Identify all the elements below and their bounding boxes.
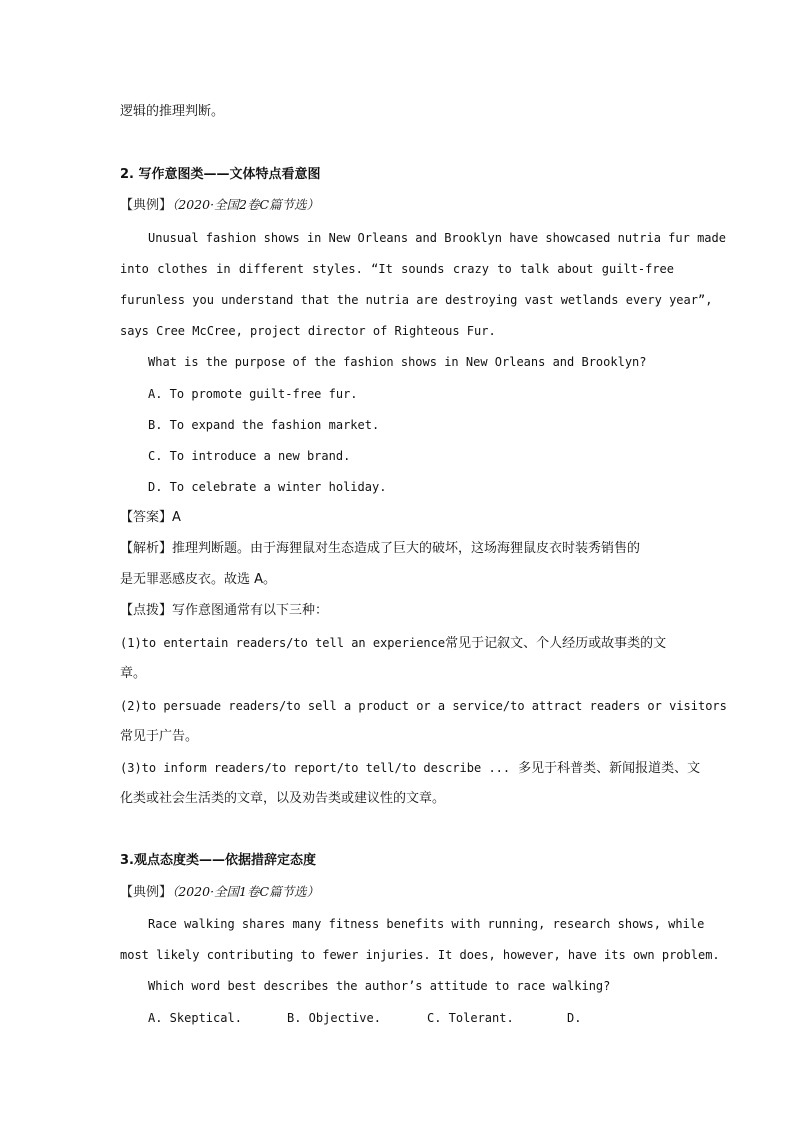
- tip-1: [120, 634, 666, 653]
- analysis-line: [120, 540, 640, 558]
- tip-2-chinese: 常见于广告。: [120, 729, 199, 744]
- passage-line: into clothes in different styles. “It sounds crazy to talk about guilt-free: [120, 262, 674, 276]
- example-source: （2020·全国2卷C篇节选）: [172, 197, 320, 212]
- option-a: A. Skeptical.: [148, 1011, 242, 1025]
- example-source: （2020·全国1卷C篇节选）: [172, 884, 320, 899]
- section-3-example-label: [120, 883, 319, 902]
- option-d: D.: [567, 1011, 582, 1025]
- tip-3-chinese: 多见于科普类、新闻报道类、文: [518, 761, 701, 776]
- tip-intro: 写作意图通常有以下三种：: [172, 603, 329, 618]
- tip-3: [120, 759, 700, 778]
- answer-tag: 【答案】: [120, 510, 173, 525]
- passage-line: Unusual fashion shows in New Orleans and Brooklyn have showcased nutria fur made: [148, 231, 726, 245]
- passage-line: furunless you understand that the nutria are destroying vast wetlands every year”,: [120, 293, 713, 307]
- option-d: D. To celebrate a winter holiday.: [148, 480, 387, 494]
- example-tag: 【典例】: [120, 885, 173, 900]
- question-text: Which word best describes the author’s attitude to race walking?: [148, 979, 611, 993]
- analysis-text: 推理判断题。由于海狸鼠对生态造成了巨大的破坏，这场海狸鼠皮衣时装秀销售的: [172, 541, 641, 556]
- tip-line: [120, 602, 328, 620]
- tip-1-cont: 章。: [120, 666, 147, 681]
- tip-1-english: (1)to entertain readers/to tell an experience: [120, 636, 446, 650]
- section-2-example-label: [120, 196, 319, 215]
- tip-tag: 【点拨】: [120, 603, 173, 618]
- passage-line: most likely contributing to fewer injuries. It does, however, have its own problem.: [120, 948, 720, 962]
- example-tag: 【典例】: [120, 198, 173, 213]
- answer-value: A: [172, 510, 181, 525]
- option-b: B. To expand the fashion market.: [148, 418, 380, 432]
- tip-2-english: (2)to persuade readers/to sell a product or a service/to attract readers or visitors: [120, 699, 727, 713]
- tip-3-cont: 化类或社会生活类的文章，以及劝告类或建议性的文章。: [120, 791, 446, 806]
- passage-line: says Cree McCree, project director of Righteous Fur.: [120, 324, 496, 338]
- tip-3-english: (3)to inform readers/to report/to tell/to describe ...: [120, 761, 511, 775]
- option-a: A. To promote guilt-free fur.: [148, 387, 358, 401]
- option-c: C. To introduce a new brand.: [148, 449, 351, 463]
- analysis-line-2: 是无罪恶感皮衣。故选 A。: [120, 572, 277, 587]
- question-text: What is the purpose of the fashion shows in New Orleans and Brooklyn?: [148, 355, 647, 369]
- paragraph-tail: 逻辑的推理判断。: [120, 104, 225, 119]
- answer-line: [120, 509, 181, 527]
- analysis-tag: 【解析】: [120, 541, 173, 556]
- passage-line: Race walking shares many fitness benefits with running, research shows, while: [148, 917, 705, 931]
- tip-1-chinese: 常见于记叙文、个人经历或故事类的文: [445, 636, 667, 651]
- option-b: B. Objective.: [287, 1011, 381, 1025]
- option-c: C. Tolerant.: [427, 1011, 514, 1025]
- section-3-heading: 3.观点态度类——依据措辞定态度: [120, 853, 316, 868]
- section-2-heading: 2. 写作意图类——文体特点看意图: [120, 167, 321, 182]
